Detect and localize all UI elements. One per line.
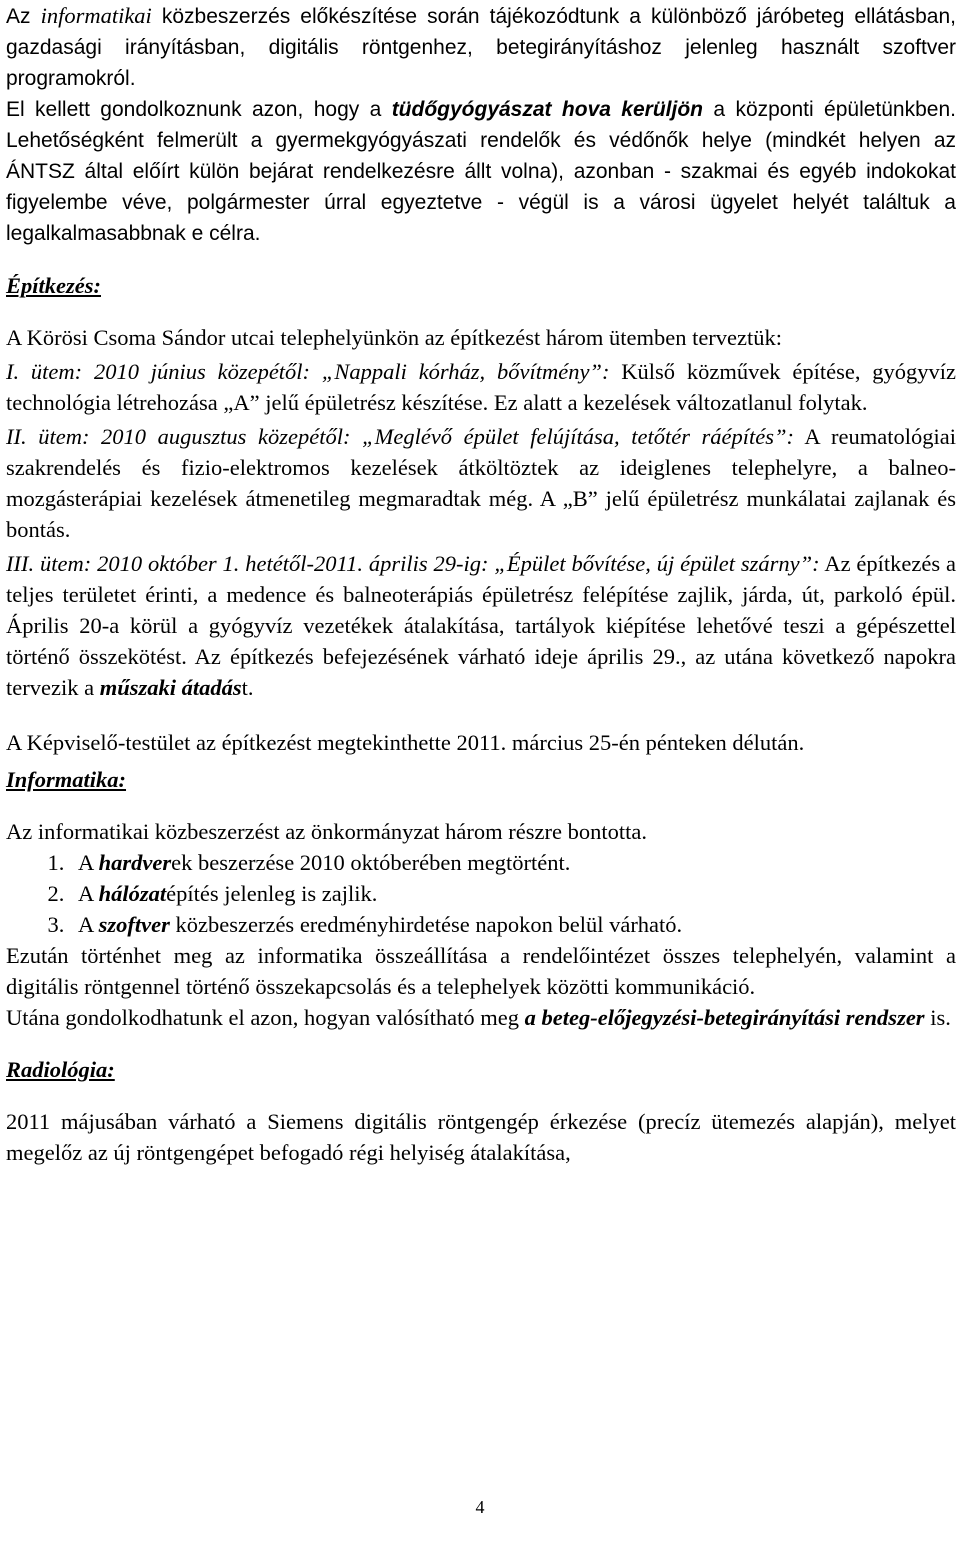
text: is. [924,1005,951,1030]
text: Utána gondolkodhatunk el azon, hogyan valósítható meg [6,1005,525,1030]
text: a központi épületünkben. [703,98,956,121]
paragraph-phase-1 [6,356,956,418]
text-italic: informatikai [40,3,152,28]
phase-2-title: II. ütem: 2010 augusztus közepétől: „Meglévő épület felújítása, tetőtér ráépítés”: [6,424,795,449]
paragraph-council-visit: A Képviselő-testület az építkezést megtekinthette 2011. március 25-én pénteken délután. [6,730,805,755]
heading-radiology: Radiológia: [6,1057,115,1082]
list-item: 2. A hálózatépítés jelenleg is zajlik. [70,878,956,909]
phase-2-text: A reumatológiai szakrendelés és fizio-elektromos kezelések átköltöztek az ideiglenes telephelyre, a balneo-mozgásterápiai kezelések átmenetileg megmaradtak még. A „B” jelű épületrész munkálatai zajlanak és bontás. [6,424,956,542]
text: Az [6,5,41,28]
paragraph-radiology: 2011 májusában várható a Siemens digitális röntgengép érkezése (precíz ütemezés alapján), melyet megelőz az új röntgengépet befogadó régi helyiség átalakítása, [6,1109,956,1165]
text-bold-italic: hálózat [98,881,167,906]
phase-3-text: Az építkezés a teljes területet érinti, a medence és balneoterápiás épületrész felépítése zajlik, járda, út, parkoló épül. Április 20-a körül a gyógyvíz vezetékek átalakítása, tartályok kiépítése lehetővé teszi a gépészettel történő összekötést. Az építkezés befejezésének várható ideje április 29., az utána következő napokra tervezik a [6,551,956,700]
paragraph-informatics-next: Ezután történhet meg az informatika összeállítása a rendelőintézet összes telephelyén, valamint a digitális röntgennel történő összekapcsolás és a telephelyek közötti kommunikáció. [6,943,956,999]
text: közbeszerzés előkészítése során tájékozódtunk a különböző járóbeteg ellátásban, gazdasági irányításban, digitális röntgenhez, betegirányításhoz jelenleg használt szoftver programokról. [6,5,956,90]
text-bold-italic: a beteg-előjegyzési-betegirányítási rendszer [524,1005,925,1030]
paragraph-informatics-intro: Az informatikai közbeszerzést az önkormányzat három részre bontotta. [6,819,647,844]
heading-informatics: Informatika: [6,767,127,792]
phase-1-text: Külső közművek építése, gyógyvíz technológia létrehozása „A” jelű épületrész készítése. Ez alatt a kezelések változatlanul folytak. [6,359,957,415]
paragraph-phase-3 [6,548,956,703]
text: Lehetőségként felmerült a gyermekgyógyászati rendelők és védőnők helye (mindkét helyen az ÁNTSZ által előírt külön bejárat rendelkezésre állt volna), azonban - szakmai és egyéb indokokat figyelembe véve, polgármester úrral egyeztetve - végül is a városi ügyelet helyét találtuk a legalkalmasabbnak e célra. [6,129,956,245]
text-bold-italic: szoftver [98,912,170,937]
paragraph-patient-system [6,1002,956,1033]
heading-construction: Építkezés: [6,273,101,298]
text: El kellett gondolkoznunk azon, hogy a [6,98,392,121]
paragraph-phase-2 [6,421,956,545]
informatics-list [6,847,956,940]
text-bold-italic: hardver [98,850,172,875]
list-item: 3. A szoftver közbeszerzés eredményhirdetése napokon belül várható. [70,909,956,940]
paragraph-intro [6,0,956,249]
text-bold-italic: műszaki átadás [99,675,242,700]
list-item: 1. A hardverek beszerzése 2010 októberében megtörtént. [70,847,956,878]
page-number: 4 [475,1497,485,1517]
document-page [6,0,956,1168]
paragraph-phases-intro: A Körösi Csoma Sándor utcai telephelyünkön az építkezést három ütemben terveztük: [6,325,783,350]
text: t. [241,675,254,700]
phase-1-title: I. ütem: 2010 június közepétől: „Nappali kórház, bővítmény”: [6,359,610,384]
text-bold-italic: tüdőgyógyászat hova kerüljön [391,98,703,121]
phase-3-title: III. ütem: 2010 október 1. hetétől-2011. április 29-ig: „Épület bővítése, új épület szárny”: [6,551,820,576]
